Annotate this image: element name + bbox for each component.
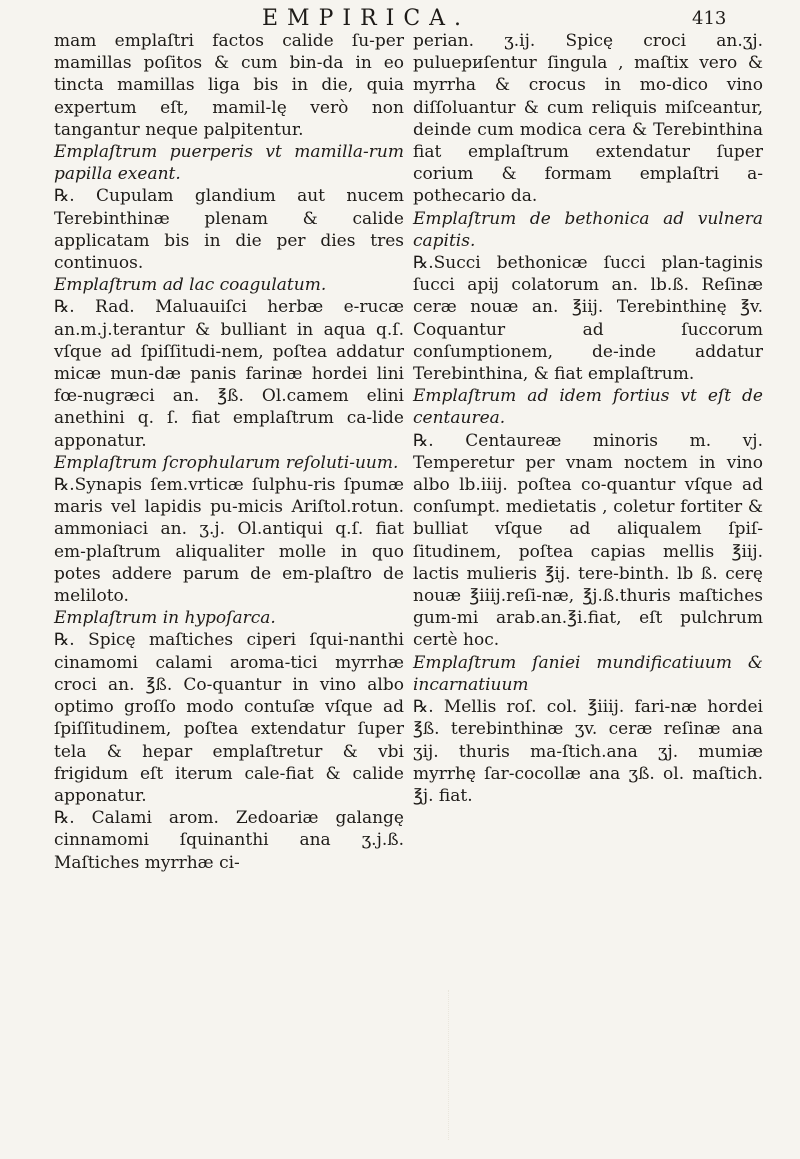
- right-column: [413, 30, 763, 807]
- recipe-paragraph: ℞.Synapis ſem.vrticæ ſulphu-ris ſpumæ maris vel lapidis pu-micis Ariſtol.rotun. ammoniaci an. ʒ.j. Ol.antiqui q.ſ. fiat em-plaſtrum aliqualiter molle in quo potes addere parum de em-plaſtro de meliloto.: [54, 475, 404, 607]
- recipe-paragraph: ℞. Rad. Maluauiſci herbæ e-rucæ an.m.j.terantur & bulliant in aqua q.ſ. vſque ad ſpiſſitudi-nem, poſtea addatur micæ mun-dæ panis farinæ hordei lini fœ-nugræci an. ℥ß. Ol.camem elini anethini q. ſ. fiat emplaſtrum ca-lide apponatur.: [54, 297, 404, 451]
- recipe-heading: Emplaſtrum de bethonica ad vulnera capitis.: [413, 208, 763, 251]
- recipe-heading: Emplaſtrum ſaniei mundificatiuum & incarnatiuum: [413, 652, 763, 695]
- running-title: EMPIRICA.: [262, 6, 471, 31]
- recipe-heading: Emplaſtrum puerperis vt mamilla-rum papilla exeant.: [54, 142, 404, 185]
- recipe-heading: Emplaſtrum ſcrophularum reſoluti-uum.: [54, 452, 399, 473]
- page-number: 413: [692, 8, 727, 29]
- left-column: [54, 30, 404, 874]
- recipe-paragraph: mam emplaſtri factos calide ſu-per mamillas poſitos & cum bin-da in eo tincta mamillas liga bis in die, quia expertum eſt, mamil-lę verò non tangantur neque palpitentur.: [54, 31, 404, 140]
- recipe-paragraph: ℞. Spicę maſtiches ciperi ſqui-nanthi cinamomi calami aroma-tici myrrhæ croci an. ℥ß. Co-quantur in vino albo optimo groſſo modo contuſæ vſque ad ſpiſſitudinem, poſtea extendatur ſuper tela & hepar emplaſtretur & vbi frigidum eſt iterum cale-fiat & calide apponatur.: [54, 630, 404, 806]
- page-stain-mark: [448, 990, 679, 1140]
- recipe-paragraph: ℞.Succi bethonicæ ſucci plan-taginis ſucci apij colatorum an. lb.ß. Reſinæ ceræ nouæ an. ℥iij. Terebinthinę ℥v. Coquantur ad ſuccorum conſumptionem, de-inde addatur Terebinthina, & fiat emplaſtrum.: [413, 253, 763, 385]
- recipe-heading: Emplaſtrum ad idem fortius vt eſt de centaurea.: [413, 386, 763, 429]
- recipe-paragraph: ℞. Calami arom. Zedoariæ galangę cinnamomi ſquinanthi ana ʒ.j.ß. Maſtiches myrrhæ ci-: [54, 808, 404, 873]
- recipe-paragraph: ℞. Cupulam glandium aut nucem Terebinthinæ plenam & calide applicatam bis in die per dies tres continuos.: [54, 186, 404, 274]
- recipe-heading: Emplaſtrum in hypoſarca.: [54, 608, 276, 629]
- recipe-paragraph: perian. ʒ.ij. Spicę croci an.ʒj. puluериſentur ſingula , maſtix vero & myrrha & crocus in mo-dico vino diſſoluantur & cum reliquis miſceantur, deinde cum modica cera & Terebinthina fiat emplaſtrum extendatur ſuper corium & formam emplaſtri a-pothecario da.: [413, 31, 763, 207]
- recipe-heading: Emplaſtrum ad lac coagulatum.: [54, 275, 327, 296]
- recipe-paragraph: ℞. Mellis roſ. col. ℥iiij. fari-næ hordei ℥ß. terebinthinæ ʒv. ceræ reſinæ ana ʒij. thuris ma-ſtich.ana ʒj. mumiæ myrrhę ſar-cocollæ ana ʒß. ol. maſtich. ℥j. fiat.: [413, 697, 763, 806]
- recipe-paragraph: ℞. Centaureæ minoris m. vj. Temperetur per vnam noctem in vino albo lb.iiij. poſtea co-quantur vſque ad conſumpt. medietatis , coletur fortiter & bulliat vſque ad aliqualem ſpiſ-ſitudinem, poſtea capias mellis ℥iij. lactis mulieris ℥ij. tere-binth. lb ß. cerę nouæ ℥iiij.reſi-næ, ℥j.ß.thuris maſtiches gum-mi arab.an.℥i.fiat, eſt pulchrum certè hoc.: [413, 430, 763, 651]
